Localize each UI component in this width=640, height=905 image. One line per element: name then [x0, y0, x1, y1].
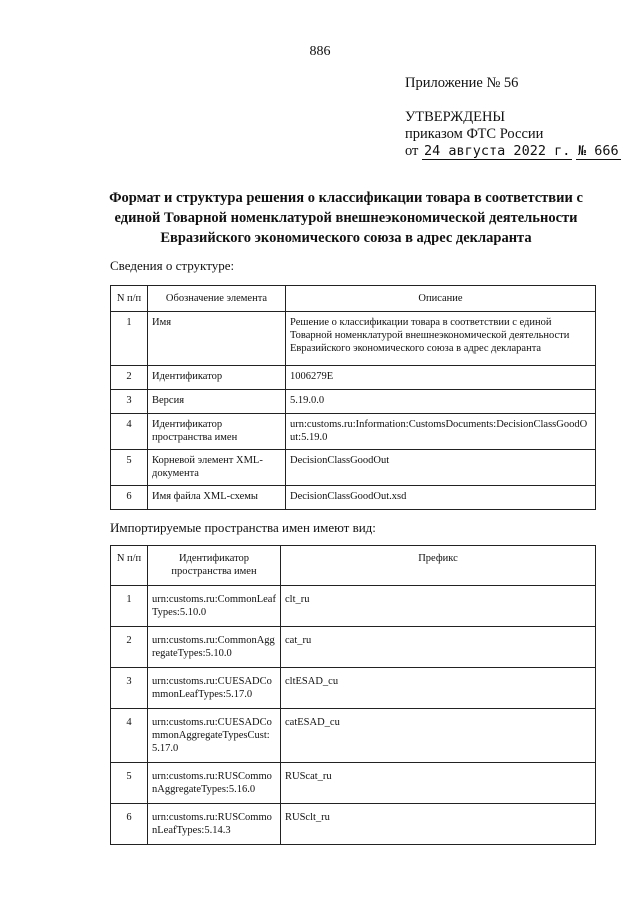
column-header: N п/п — [111, 286, 148, 312]
namespace-id: urn:customs.ru:CUESADCommonAggregateTypesCust:5.17.0 — [148, 709, 281, 763]
document-title: Формат и структура решения о классификации товара в соответствии с единой Товарной номенклатурой внешнеэкономической деятельности Евразийского экономического союза в адрес декларанта — [109, 190, 583, 246]
element-description: Решение о классификации товара в соответствии с единой Товарной номенклатурой внешнеэкономической деятельности Евразийского экономического союза в адрес декларанта — [286, 312, 596, 366]
approval-title: УТВЕРЖДЕНЫ — [405, 109, 506, 125]
element-name: Версия — [148, 390, 286, 414]
approval-number: № 666 — [577, 143, 619, 159]
page-number: 886 — [309, 44, 331, 59]
row-number: 1 — [111, 586, 148, 627]
table-row — [111, 390, 596, 414]
row-number: 2 — [111, 366, 148, 390]
element-name: Имя — [148, 312, 286, 366]
structure-label: Сведения о структуре: — [110, 258, 235, 273]
namespace-prefix: RUScat_ru — [281, 763, 596, 804]
namespace-id: urn:customs.ru:RUSCommonAggregateTypes:5.16.0 — [148, 763, 281, 804]
element-name: Корневой элемент XML-документа — [148, 450, 286, 486]
table-row — [111, 366, 596, 390]
row-number: 5 — [111, 763, 148, 804]
table-header-row — [111, 546, 596, 586]
approval-date: 24 августа 2022 г. — [424, 143, 571, 159]
namespace-id: urn:customs.ru:CommonAggregateTypes:5.10.0 — [148, 627, 281, 668]
element-description: 1006279E — [286, 366, 596, 390]
table-row — [111, 450, 596, 486]
approval-date-line — [405, 143, 621, 160]
namespace-prefix: RUSclt_ru — [281, 804, 596, 845]
structure-table — [110, 285, 596, 510]
table-row — [111, 627, 596, 668]
column-header: Идентификатор пространства имен — [148, 546, 281, 586]
row-number: 3 — [111, 668, 148, 709]
namespaces-table — [110, 545, 596, 845]
table-row — [111, 763, 596, 804]
approval-date-prefix: от — [405, 143, 419, 159]
element-description: DecisionClassGoodOut.xsd — [286, 486, 596, 510]
appendix-label: Приложение № 56 — [405, 75, 519, 91]
element-description: 5.19.0.0 — [286, 390, 596, 414]
element-description: urn:customs.ru:Information:CustomsDocuments:DecisionClassGoodOut:5.19.0 — [286, 414, 596, 450]
namespace-id: urn:customs.ru:CommonLeafTypes:5.10.0 — [148, 586, 281, 627]
table-row — [111, 586, 596, 627]
namespace-id: urn:customs.ru:CUESADCommonLeafTypes:5.17.0 — [148, 668, 281, 709]
approval-stamp — [405, 109, 621, 160]
row-number: 1 — [111, 312, 148, 366]
row-number: 6 — [111, 804, 148, 845]
table-row — [111, 804, 596, 845]
table-row — [111, 312, 596, 366]
namespace-prefix: cat_ru — [281, 627, 596, 668]
element-name: Идентификатор пространства имен — [148, 414, 286, 450]
element-name: Имя файла XML-схемы — [148, 486, 286, 510]
table-row — [111, 709, 596, 763]
table-header-row — [111, 286, 596, 312]
namespaces-label: Импортируемые пространства имен имеют вид: — [110, 520, 376, 535]
row-number: 4 — [111, 709, 148, 763]
column-header: Описание — [286, 286, 596, 312]
namespace-prefix: catESAD_cu — [281, 709, 596, 763]
column-header: Обозначение элемента — [148, 286, 286, 312]
table-row — [111, 668, 596, 709]
column-header: Префикс — [281, 546, 596, 586]
approval-order: приказом ФТС России — [405, 126, 544, 142]
row-number: 4 — [111, 414, 148, 450]
row-number: 2 — [111, 627, 148, 668]
element-description: DecisionClassGoodOut — [286, 450, 596, 486]
row-number: 6 — [111, 486, 148, 510]
row-number: 5 — [111, 450, 148, 486]
row-number: 3 — [111, 390, 148, 414]
table-row — [111, 486, 596, 510]
column-header: N п/п — [111, 546, 148, 586]
element-name: Идентификатор — [148, 366, 286, 390]
namespace-id: urn:customs.ru:RUSCommonLeafTypes:5.14.3 — [148, 804, 281, 845]
namespace-prefix: cltESAD_cu — [281, 668, 596, 709]
table-row — [111, 414, 596, 450]
namespace-prefix: clt_ru — [281, 586, 596, 627]
